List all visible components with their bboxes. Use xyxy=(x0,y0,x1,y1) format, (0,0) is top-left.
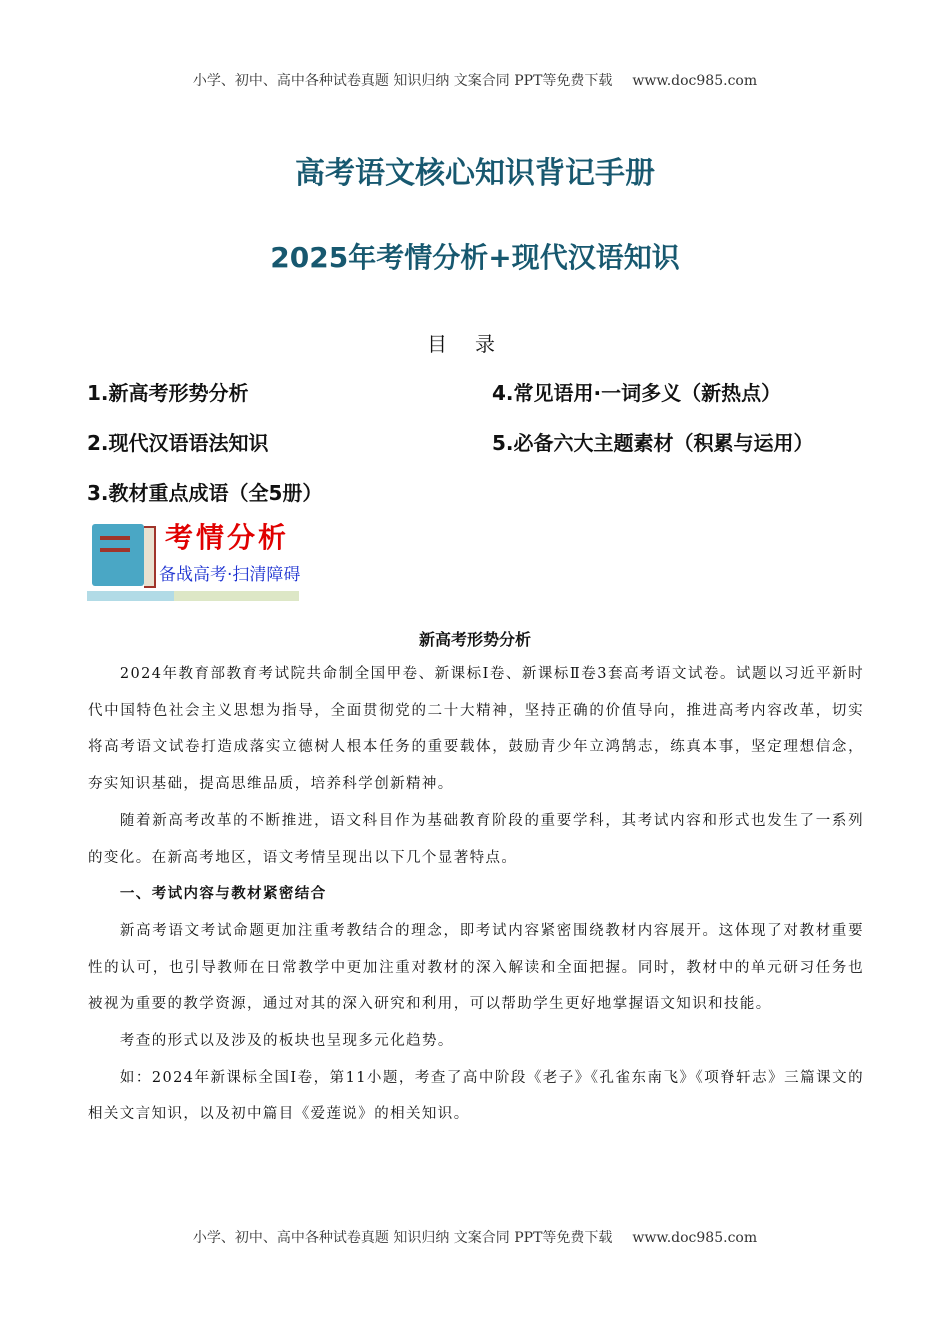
toc-heading: 目录 xyxy=(427,332,523,356)
document-subtitle: 2025年考情分析+现代汉语知识 xyxy=(270,241,680,274)
paragraph: 2024年教育部教育考试院共命制全国甲卷、新课标Ⅰ卷、新课标Ⅱ卷3套高考语文试卷。试题以习近平新时代中国特色社会主义思想为指导，全面贯彻党的二十大精神，坚持正确的价值导向，推进高考内容改革，切实将高考语文试卷打造成落实立德树人根本任务的重要载体，鼓励青少年立鸿鹄志，练真本事，坚定理想信念，夯实知识基础，提高思维品质，培养科学创新精神。 xyxy=(88,666,864,793)
body-text xyxy=(88,656,864,1133)
paragraph: 如：2024年新课标全国Ⅰ卷，第11小题，考查了高中阶段《老子》《孔雀东南飞》《项脊轩志》三篇课文的相关文言知识，以及初中篇目《爱莲说》的相关知识。 xyxy=(88,1069,864,1123)
header-url: www.doc985.com xyxy=(632,73,758,89)
banner-title: 考情分析 xyxy=(165,521,290,554)
section-banner xyxy=(87,520,299,602)
toc-item-1: 1.新高考形势分析 xyxy=(87,381,249,405)
footer-url: www.doc985.com xyxy=(632,1230,758,1246)
toc-item-4: 4.常见语用·一词多义（新热点） xyxy=(492,381,782,405)
banner-bar-right xyxy=(174,591,299,601)
paragraph: 新高考语文考试命题更加注重考教结合的理念，即考试内容紧密围绕教材内容展开。这体现了对教材重要性的认可，也引导教师在日常教学中更加注重对教材的深入解读和全面把握。同时，教材中的单元研习任务也被视为重要的教学资源，通过对其的深入研究和利用，可以帮助学生更好地掌握语文知识和技能。 xyxy=(88,922,864,1013)
page-header xyxy=(0,70,950,90)
subheading: 一、考试内容与教材紧密结合 xyxy=(119,886,327,903)
footer-text: 小学、初中、高中各种试卷真题 知识归纳 文案合同 PPT等免费下载 xyxy=(192,1230,613,1246)
book-icon xyxy=(92,524,144,586)
toc-item-3: 3.教材重点成语（全5册） xyxy=(87,481,323,505)
section-title: 新高考形势分析 xyxy=(418,630,531,649)
banner-subtitle: 备战高考·扫清障碍 xyxy=(159,565,301,585)
toc-item-2: 2.现代汉语语法知识 xyxy=(87,431,269,455)
paragraph: 考查的形式以及涉及的板块也呈现多元化趋势。 xyxy=(119,1033,454,1050)
page-footer xyxy=(0,1227,950,1247)
document-title: 高考语文核心知识背记手册 xyxy=(295,156,655,191)
paragraph: 随着新高考改革的不断推进，语文科目作为基础教育阶段的重要学科，其考试内容和形式也发生了一系列的变化。在新高考地区，语文考情呈现出以下几个显著特点。 xyxy=(88,812,864,866)
toc-item-5: 5.必备六大主题素材（积累与运用） xyxy=(492,431,814,455)
header-text: 小学、初中、高中各种试卷真题 知识归纳 文案合同 PPT等免费下载 xyxy=(192,73,613,89)
banner-bar-left xyxy=(87,591,174,601)
